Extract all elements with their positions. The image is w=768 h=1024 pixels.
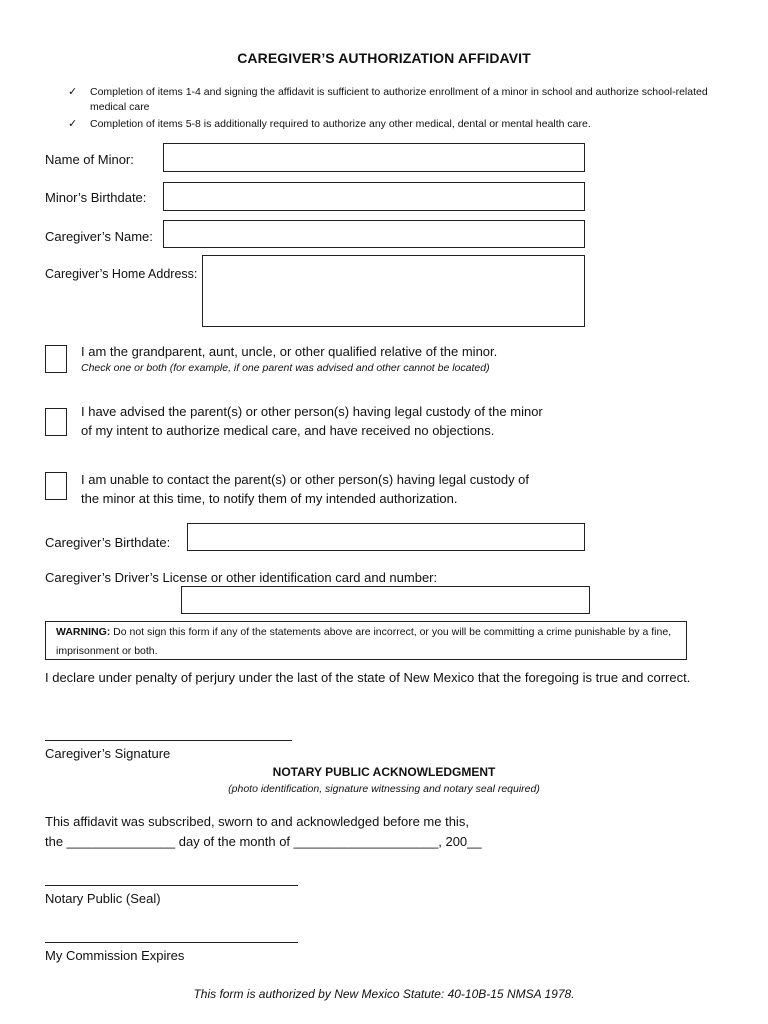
commission-expires-label: My Commission Expires xyxy=(45,948,185,963)
warning-box xyxy=(45,621,687,660)
warning-label: WARNING: xyxy=(56,626,111,638)
checkbox-note: Check one or both (for example, if one parent was advised and other cannot be located) xyxy=(81,362,490,374)
name-of-minor-field[interactable] xyxy=(163,143,585,172)
advised-parent-label-line2: of my intent to authorize medical care, and have received no objections. xyxy=(81,423,495,438)
commission-expires-line[interactable] xyxy=(45,942,298,943)
relative-checkbox[interactable] xyxy=(45,345,67,373)
unable-to-contact-checkbox[interactable] xyxy=(45,472,67,500)
notary-signature-line[interactable] xyxy=(45,885,298,886)
notary-line-2: the _______________ day of the month of ____________________, 200__ xyxy=(45,834,482,849)
notary-subheading: (photo identification, signature witnessing and notary seal required) xyxy=(228,783,540,795)
caregiver-name-field[interactable] xyxy=(163,220,585,248)
caregiver-birthdate-field[interactable] xyxy=(187,523,585,551)
unable-to-contact-label-line2: the minor at this time, to notify them of my intended authorization. xyxy=(81,491,458,506)
page-title: CAREGIVER’S AUTHORIZATION AFFIDAVIT xyxy=(237,50,531,66)
footer-statute: This form is authorized by New Mexico Statute: 40-10B-15 NMSA 1978. xyxy=(193,987,575,1001)
instruction-bullet-2 xyxy=(68,117,708,132)
name-of-minor-label: Name of Minor: xyxy=(45,152,134,167)
license-field[interactable] xyxy=(181,586,590,614)
caregiver-name-label: Caregiver’s Name: xyxy=(45,229,153,244)
caregiver-signature-line[interactable] xyxy=(45,740,292,741)
relative-checkbox-label: I am the grandparent, aunt, uncle, or other qualified relative of the minor. xyxy=(81,344,498,359)
caregiver-address-label: Caregiver’s Home Address: xyxy=(45,267,198,281)
instruction-text: Completion of items 5-8 is additionally required to authorize any other medical, dental or mental health care. xyxy=(90,118,591,130)
notary-line-1: This affidavit was subscribed, sworn to and acknowledged before me this, xyxy=(45,814,469,829)
notary-heading: NOTARY PUBLIC ACKNOWLEDGMENT xyxy=(272,765,496,779)
caregiver-signature-label: Caregiver’s Signature xyxy=(45,746,171,761)
check-mark-icon: ✓ xyxy=(68,86,78,98)
advised-parent-checkbox[interactable] xyxy=(45,408,67,436)
notary-seal-label: Notary Public (Seal) xyxy=(45,891,161,906)
warning-text: Do not sign this form if any of the statements above are incorrect, or you will be committing a crime punishable by a fine, imprisonment or both. xyxy=(56,626,672,657)
instruction-bullet-1 xyxy=(68,85,708,115)
license-label: Caregiver’s Driver’s License or other identification card and number: xyxy=(45,570,438,585)
minor-birthdate-field[interactable] xyxy=(163,182,585,211)
declaration-text: I declare under penalty of perjury under the last of the state of New Mexico that the foregoing is true and correct. xyxy=(45,670,691,685)
check-mark-icon: ✓ xyxy=(68,118,78,130)
advised-parent-label-line1: I have advised the parent(s) or other person(s) having legal custody of the minor xyxy=(81,404,543,419)
unable-to-contact-label-line1: I am unable to contact the parent(s) or other person(s) having legal custody of xyxy=(81,472,530,487)
caregiver-birthdate-label: Caregiver’s Birthdate: xyxy=(45,535,171,550)
caregiver-address-field[interactable] xyxy=(202,255,585,327)
minor-birthdate-label: Minor’s Birthdate: xyxy=(45,190,147,205)
instruction-text: Completion of items 1-4 and signing the affidavit is sufficient to authorize enrollment of a minor in school and authorize school-related medical care xyxy=(90,86,708,113)
